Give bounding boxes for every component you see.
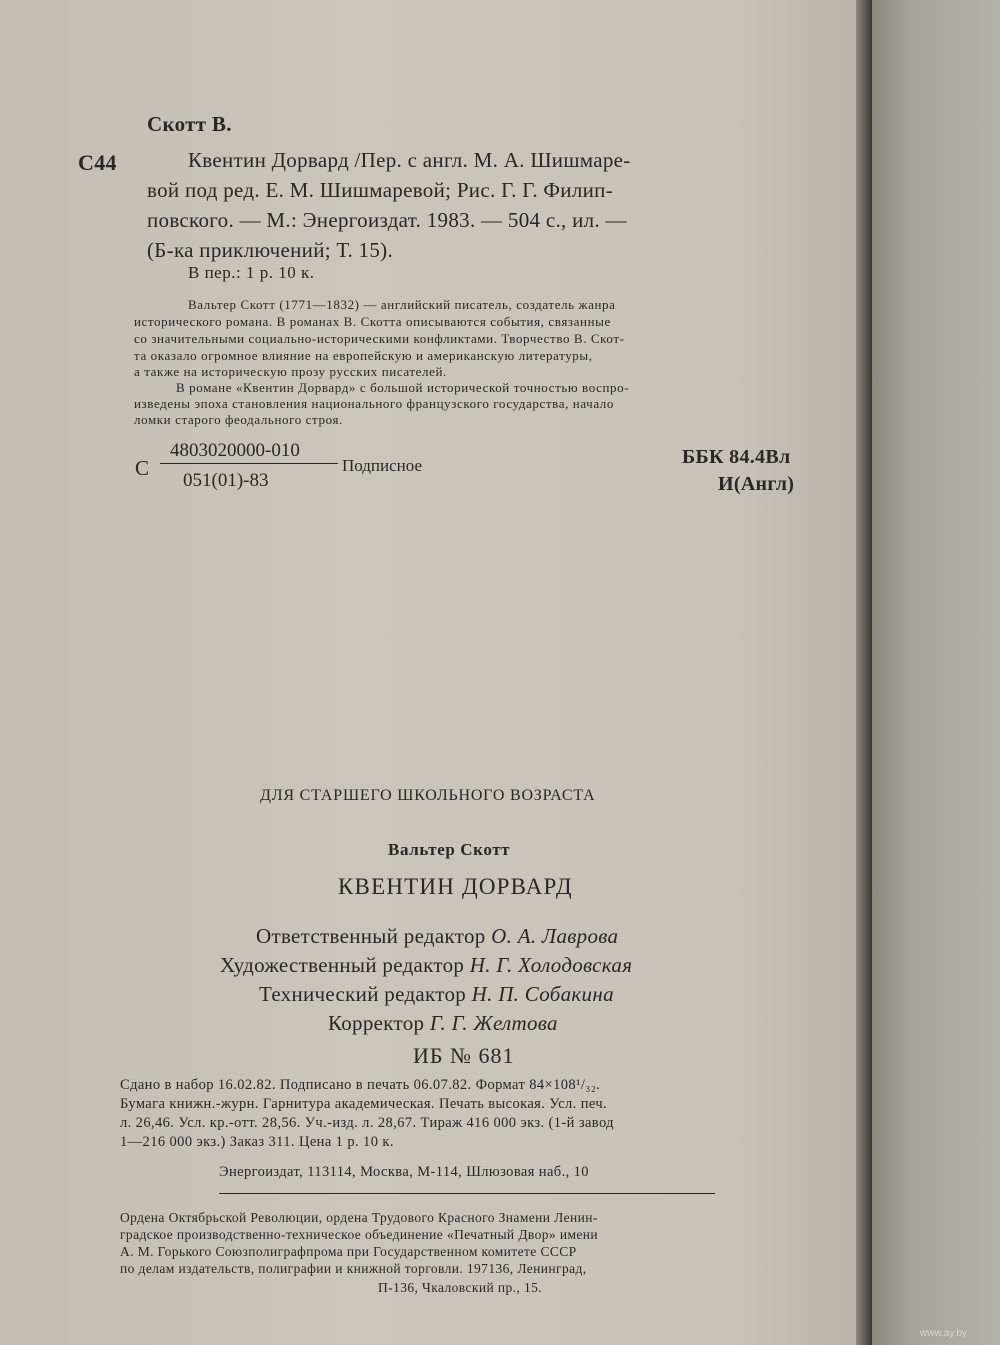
book-author: Вальтер Скотт (388, 840, 511, 859)
staff-name: Г. Г. Желтова (429, 1011, 558, 1035)
annotation-line: со значительными социально-историческими конфликтами. Творчество В. Скот- (134, 331, 625, 346)
divider (219, 1193, 715, 1194)
printer-line: А. М. Горького Союзполиграфпрома при Государственном комитете СССР (120, 1244, 577, 1259)
bbk-code: ББК 84.4Вл (682, 446, 791, 468)
print-line: л. 26,46. Усл. кр.-отт. 28,56. Уч.-изд. л. 28,67. Тираж 416 000 экз. (1-й завод (120, 1115, 614, 1131)
staff-line-technical-editor (259, 982, 614, 1007)
staff-line-art-editor (220, 953, 632, 978)
staff-line-responsible-editor (256, 924, 618, 949)
code-numerator: 4803020000-010 (170, 440, 300, 461)
bib-line: (Б-ка приключений; Т. 15). (147, 238, 393, 262)
bib-line: повского. — М.: Энергоиздат. 1983. — 504 с., ил. — (147, 208, 627, 232)
book-gutter (856, 0, 872, 1345)
code-letter: С (135, 456, 150, 480)
staff-role: Корректор (328, 1011, 425, 1035)
print-line: 1—216 000 экз.) Заказ 311. Цена 1 р. 10 к. (120, 1134, 394, 1150)
annotation-line: а также на историческую прозу русских писателей. (134, 364, 447, 379)
ib-number: ИБ № 681 (413, 1043, 515, 1068)
author-heading: Скотт В. (147, 112, 232, 136)
printer-line: по делам издательств, полиграфии и книжной торговли. 197136, Ленинград, (120, 1261, 587, 1276)
staff-role: Технический редактор (259, 982, 467, 1006)
facing-page-edge (872, 0, 1000, 1345)
bib-line: Квентин Дорвард /Пер. с англ. М. А. Шишмаре- (188, 148, 631, 172)
printer-line: П-136, Чкаловский пр., 15. (378, 1280, 543, 1295)
annotation-line: В романе «Квентин Дорвард» с большой исторической точностью воспро- (176, 380, 630, 395)
printer-line: Ордена Октябрьской Революции, ордена Трудового Красного Знамени Ленин- (120, 1210, 598, 1225)
watermark: www.ay.by (920, 1328, 968, 1339)
subscription-label: Подписное (342, 456, 423, 475)
staff-line-proofreader (328, 1011, 558, 1036)
staff-name: Н. Г. Холодовская (469, 953, 633, 977)
staff-role: Ответственный редактор (256, 924, 486, 948)
index-code: С44 (78, 150, 117, 175)
staff-name: Н. П. Собакина (471, 982, 614, 1006)
audience-label: ДЛЯ СТАРШЕГО ШКОЛЬНОГО ВОЗРАСТА (260, 787, 596, 804)
publisher-address: Энергоиздат, 113114, Москва, М-114, Шлюзовая наб., 10 (219, 1164, 589, 1180)
fraction-rule (160, 463, 338, 464)
annotation-line: исторического романа. В романах В. Скотта описываются события, связанные (134, 314, 611, 329)
staff-name: О. А. Лаврова (491, 924, 619, 948)
bbk-sub-code: И(Англ) (718, 473, 795, 495)
code-denominator: 051(01)-83 (183, 470, 269, 491)
printer-line: градское производственно-техническое объединение «Печатный Двор» имени (120, 1227, 599, 1242)
annotation-line: та оказало огромное влияние на европейскую и американскую литературы, (134, 348, 593, 363)
price: В пер.: 1 р. 10 к. (188, 263, 315, 282)
book-title: КВЕНТИН ДОРВАРД (338, 874, 573, 899)
print-line: Сдано в набор 16.02.82. Подписано в печать 06.07.82. Формат 84×108¹/₃₂. (120, 1077, 601, 1093)
print-line: Бумага книжн.-журн. Гарнитура академическая. Печать высокая. Усл. печ. (120, 1096, 608, 1112)
annotation-line: ломки старого феодального строя. (134, 412, 343, 427)
staff-role: Художественный редактор (220, 953, 465, 977)
annotation-line: изведены эпоха становления национального французского государства, начало (134, 396, 614, 411)
annotation-line: Вальтер Скотт (1771—1832) — английский писатель, создатель жанра (188, 297, 616, 312)
bib-line: вой под ред. Е. М. Шишмаревой; Рис. Г. Г. Филип- (147, 178, 613, 202)
